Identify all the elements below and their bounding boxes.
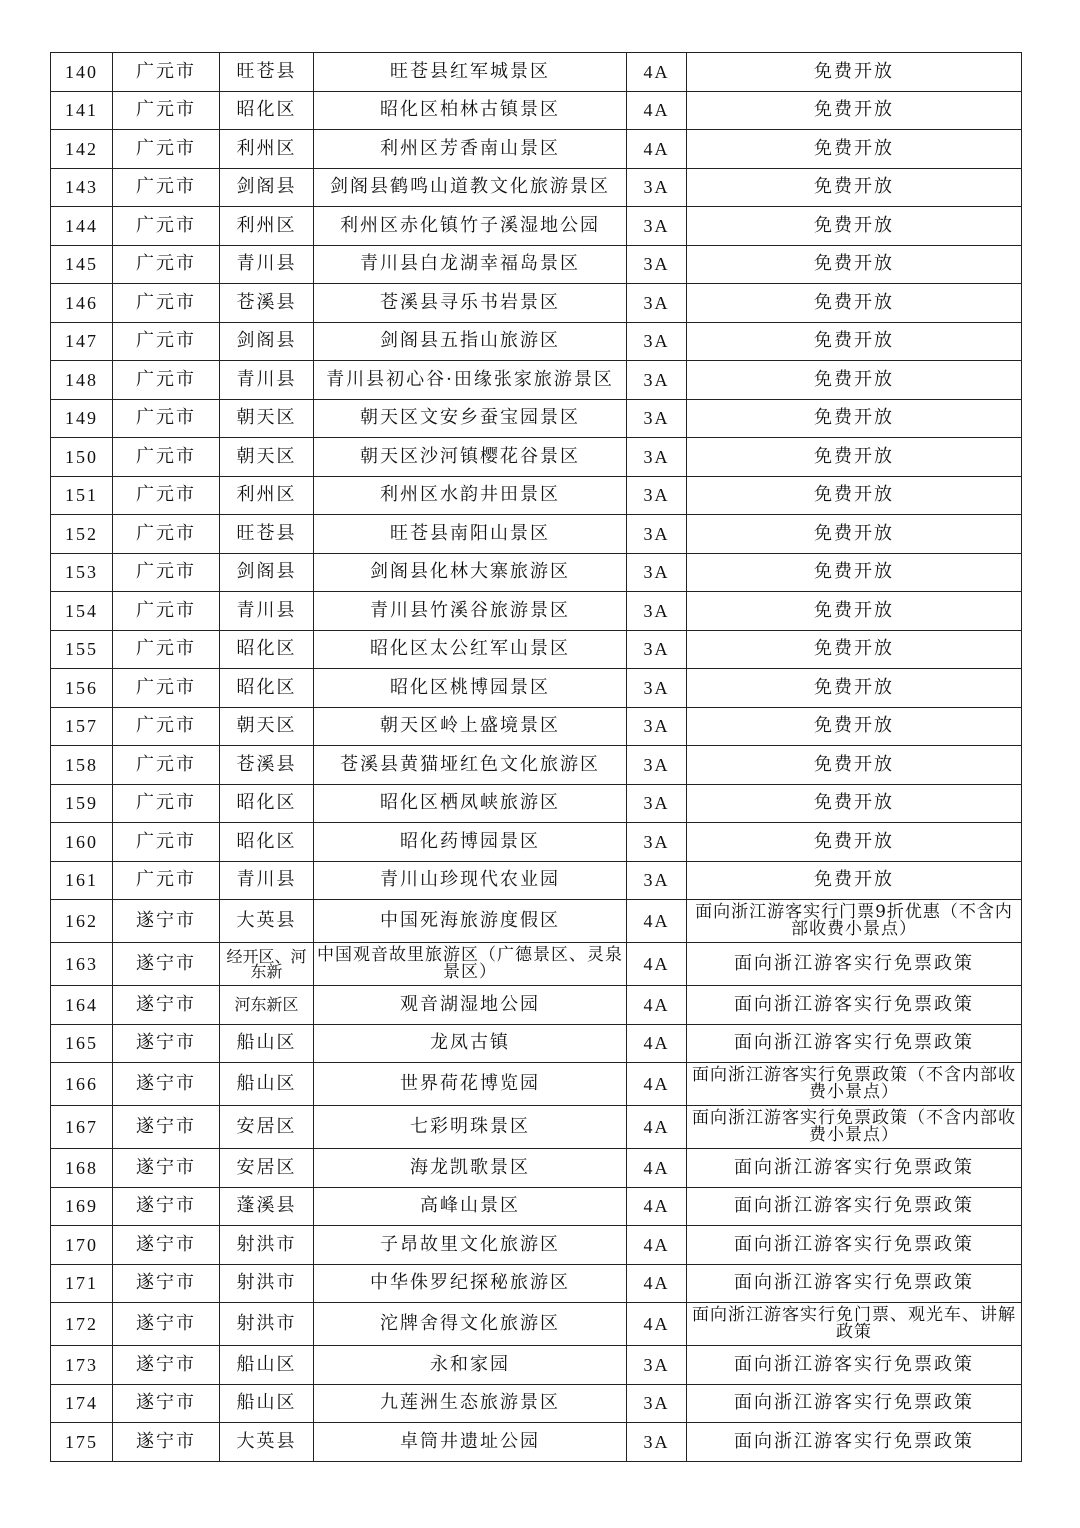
level-cell: 4A <box>627 1149 687 1188</box>
scenic-name-cell: 旺苍县南阳山景区 <box>314 515 627 554</box>
level-cell: 3A <box>627 207 687 246</box>
row-number: 172 <box>51 1303 113 1346</box>
policy-cell: 免费开放 <box>687 553 1022 592</box>
policy-cell: 免费开放 <box>687 53 1022 92</box>
level-cell: 4A <box>627 1187 687 1226</box>
district-cell: 利州区 <box>220 207 314 246</box>
district-cell: 射洪市 <box>220 1264 314 1303</box>
level-cell: 3A <box>627 438 687 477</box>
policy-cell: 面向浙江游客实行免票政策 <box>687 986 1022 1025</box>
policy-cell: 免费开放 <box>687 438 1022 477</box>
scenic-name-cell: 剑阁县五指山旅游区 <box>314 322 627 361</box>
district-cell: 昭化区 <box>220 630 314 669</box>
row-number: 147 <box>51 322 113 361</box>
row-number: 140 <box>51 53 113 92</box>
district-cell: 青川县 <box>220 245 314 284</box>
policy-cell: 免费开放 <box>687 707 1022 746</box>
scenic-name-cell: 朝天区岭上盛境景区 <box>314 707 627 746</box>
row-number: 142 <box>51 130 113 169</box>
city-cell: 遂宁市 <box>113 1106 220 1149</box>
district-cell: 河东新区 <box>220 986 314 1025</box>
scenic-name-cell: 剑阁县鹤鸣山道教文化旅游景区 <box>314 168 627 207</box>
district-cell: 剑阁县 <box>220 322 314 361</box>
table-row <box>51 1149 1022 1188</box>
row-number: 146 <box>51 284 113 323</box>
district-cell: 朝天区 <box>220 707 314 746</box>
table-row <box>51 399 1022 438</box>
district-cell: 射洪市 <box>220 1303 314 1346</box>
district-cell: 剑阁县 <box>220 168 314 207</box>
table-row <box>51 1106 1022 1149</box>
table-row <box>51 53 1022 92</box>
level-cell: 3A <box>627 784 687 823</box>
level-cell: 3A <box>627 823 687 862</box>
city-cell: 广元市 <box>113 284 220 323</box>
policy-cell: 免费开放 <box>687 630 1022 669</box>
policy-cell: 免费开放 <box>687 130 1022 169</box>
level-cell: 3A <box>627 1346 687 1385</box>
scenic-spot-table <box>50 52 1022 1462</box>
district-cell: 朝天区 <box>220 438 314 477</box>
level-cell: 3A <box>627 669 687 708</box>
policy-cell: 面向浙江游客实行免票政策 <box>687 1226 1022 1265</box>
level-cell: 4A <box>627 900 687 943</box>
city-cell: 广元市 <box>113 746 220 785</box>
policy-cell: 免费开放 <box>687 784 1022 823</box>
policy-cell: 免费开放 <box>687 823 1022 862</box>
table-row <box>51 1384 1022 1423</box>
table-row <box>51 669 1022 708</box>
district-cell: 苍溪县 <box>220 284 314 323</box>
row-number: 167 <box>51 1106 113 1149</box>
city-cell: 广元市 <box>113 130 220 169</box>
district-cell: 蓬溪县 <box>220 1187 314 1226</box>
policy-cell: 面向浙江游客实行免票政策 <box>687 1024 1022 1063</box>
row-number: 143 <box>51 168 113 207</box>
city-cell: 广元市 <box>113 322 220 361</box>
scenic-name-cell: 朝天区文安乡蚕宝园景区 <box>314 399 627 438</box>
city-cell: 广元市 <box>113 361 220 400</box>
scenic-name-cell: 永和家园 <box>314 1346 627 1385</box>
scenic-name-cell: 利州区水韵井田景区 <box>314 476 627 515</box>
row-number: 157 <box>51 707 113 746</box>
level-cell: 4A <box>627 1264 687 1303</box>
district-cell: 旺苍县 <box>220 515 314 554</box>
row-number: 156 <box>51 669 113 708</box>
scenic-name-cell: 九莲洲生态旅游景区 <box>314 1384 627 1423</box>
city-cell: 广元市 <box>113 669 220 708</box>
table-body <box>51 53 1022 1462</box>
policy-cell: 面向浙江游客实行免票政策 <box>687 1264 1022 1303</box>
row-number: 154 <box>51 592 113 631</box>
table-row <box>51 592 1022 631</box>
table-row <box>51 207 1022 246</box>
policy-cell: 面向浙江游客实行免票政策（不含内部收费小景点） <box>687 1106 1022 1149</box>
district-cell: 船山区 <box>220 1063 314 1106</box>
policy-cell: 面向浙江游客实行免票政策 <box>687 943 1022 986</box>
table-row <box>51 91 1022 130</box>
district-cell: 大英县 <box>220 1423 314 1462</box>
district-cell: 青川县 <box>220 361 314 400</box>
city-cell: 广元市 <box>113 592 220 631</box>
scenic-name-cell: 旺苍县红军城景区 <box>314 53 627 92</box>
city-cell: 广元市 <box>113 553 220 592</box>
row-number: 174 <box>51 1384 113 1423</box>
district-cell: 大英县 <box>220 900 314 943</box>
scenic-name-cell: 中华侏罗纪探秘旅游区 <box>314 1264 627 1303</box>
row-number: 164 <box>51 986 113 1025</box>
table-row <box>51 1423 1022 1462</box>
scenic-name-cell: 昭化区栖凤峡旅游区 <box>314 784 627 823</box>
policy-cell: 面向浙江游客实行免票政策 <box>687 1187 1022 1226</box>
city-cell: 遂宁市 <box>113 1346 220 1385</box>
city-cell: 遂宁市 <box>113 1187 220 1226</box>
policy-cell: 免费开放 <box>687 399 1022 438</box>
level-cell: 3A <box>627 399 687 438</box>
district-cell: 利州区 <box>220 476 314 515</box>
city-cell: 广元市 <box>113 784 220 823</box>
policy-cell: 面向浙江游客实行免票政策 <box>687 1149 1022 1188</box>
table-row <box>51 284 1022 323</box>
city-cell: 遂宁市 <box>113 1063 220 1106</box>
district-cell: 青川县 <box>220 592 314 631</box>
city-cell: 广元市 <box>113 861 220 900</box>
scenic-name-cell: 利州区赤化镇竹子溪湿地公园 <box>314 207 627 246</box>
district-cell: 苍溪县 <box>220 746 314 785</box>
row-number: 148 <box>51 361 113 400</box>
policy-cell: 面向浙江游客实行门票9折优惠（不含内部收费小景点） <box>687 900 1022 943</box>
scenic-name-cell: 昭化药博园景区 <box>314 823 627 862</box>
policy-cell: 面向浙江游客实行免票政策 <box>687 1423 1022 1462</box>
city-cell: 广元市 <box>113 438 220 477</box>
district-cell: 昭化区 <box>220 669 314 708</box>
scenic-name-cell: 青川县白龙湖幸福岛景区 <box>314 245 627 284</box>
city-cell: 广元市 <box>113 53 220 92</box>
district-cell: 朝天区 <box>220 399 314 438</box>
table-row <box>51 707 1022 746</box>
row-number: 171 <box>51 1264 113 1303</box>
level-cell: 3A <box>627 245 687 284</box>
policy-cell: 免费开放 <box>687 361 1022 400</box>
city-cell: 广元市 <box>113 823 220 862</box>
table-row <box>51 784 1022 823</box>
district-cell: 剑阁县 <box>220 553 314 592</box>
level-cell: 4A <box>627 1303 687 1346</box>
scenic-name-cell: 海龙凯歌景区 <box>314 1149 627 1188</box>
level-cell: 3A <box>627 515 687 554</box>
row-number: 175 <box>51 1423 113 1462</box>
district-cell: 船山区 <box>220 1346 314 1385</box>
city-cell: 遂宁市 <box>113 1384 220 1423</box>
scenic-name-cell: 昭化区柏林古镇景区 <box>314 91 627 130</box>
level-cell: 4A <box>627 1106 687 1149</box>
city-cell: 遂宁市 <box>113 943 220 986</box>
level-cell: 3A <box>627 168 687 207</box>
row-number: 173 <box>51 1346 113 1385</box>
scenic-name-cell: 子昂故里文化旅游区 <box>314 1226 627 1265</box>
scenic-name-cell: 昭化区太公红军山景区 <box>314 630 627 669</box>
row-number: 158 <box>51 746 113 785</box>
table-row <box>51 130 1022 169</box>
policy-cell: 免费开放 <box>687 284 1022 323</box>
level-cell: 4A <box>627 986 687 1025</box>
scenic-name-cell: 中国死海旅游度假区 <box>314 900 627 943</box>
table-row <box>51 438 1022 477</box>
level-cell: 3A <box>627 707 687 746</box>
policy-cell: 免费开放 <box>687 91 1022 130</box>
policy-cell: 面向浙江游客实行免门票、观光车、讲解政策 <box>687 1303 1022 1346</box>
policy-cell: 免费开放 <box>687 515 1022 554</box>
level-cell: 3A <box>627 592 687 631</box>
city-cell: 广元市 <box>113 707 220 746</box>
city-cell: 遂宁市 <box>113 986 220 1025</box>
scenic-name-cell: 苍溪县寻乐书岩景区 <box>314 284 627 323</box>
table-row <box>51 245 1022 284</box>
level-cell: 4A <box>627 1226 687 1265</box>
policy-cell: 免费开放 <box>687 669 1022 708</box>
policy-cell: 免费开放 <box>687 746 1022 785</box>
level-cell: 4A <box>627 53 687 92</box>
row-number: 141 <box>51 91 113 130</box>
city-cell: 遂宁市 <box>113 1303 220 1346</box>
city-cell: 广元市 <box>113 245 220 284</box>
district-cell: 射洪市 <box>220 1226 314 1265</box>
district-cell: 昭化区 <box>220 91 314 130</box>
level-cell: 4A <box>627 943 687 986</box>
district-cell: 旺苍县 <box>220 53 314 92</box>
row-number: 165 <box>51 1024 113 1063</box>
policy-cell: 免费开放 <box>687 476 1022 515</box>
row-number: 170 <box>51 1226 113 1265</box>
scenic-name-cell: 七彩明珠景区 <box>314 1106 627 1149</box>
city-cell: 广元市 <box>113 515 220 554</box>
row-number: 155 <box>51 630 113 669</box>
policy-cell: 免费开放 <box>687 207 1022 246</box>
policy-cell: 面向浙江游客实行免票政策 <box>687 1346 1022 1385</box>
district-cell: 船山区 <box>220 1384 314 1423</box>
district-cell: 经开区、河东新 <box>220 943 314 986</box>
city-cell: 遂宁市 <box>113 1423 220 1462</box>
table-row <box>51 1024 1022 1063</box>
policy-cell: 面向浙江游客实行免票政策 <box>687 1384 1022 1423</box>
table-row <box>51 553 1022 592</box>
table-row <box>51 515 1022 554</box>
city-cell: 广元市 <box>113 91 220 130</box>
district-cell: 昭化区 <box>220 784 314 823</box>
city-cell: 广元市 <box>113 630 220 669</box>
table-row <box>51 861 1022 900</box>
level-cell: 4A <box>627 1063 687 1106</box>
district-cell: 安居区 <box>220 1106 314 1149</box>
level-cell: 3A <box>627 322 687 361</box>
table-row <box>51 168 1022 207</box>
scenic-name-cell: 卓筒井遗址公园 <box>314 1423 627 1462</box>
level-cell: 3A <box>627 476 687 515</box>
city-cell: 广元市 <box>113 399 220 438</box>
table-row <box>51 746 1022 785</box>
row-number: 153 <box>51 553 113 592</box>
scenic-name-cell: 龙凤古镇 <box>314 1024 627 1063</box>
row-number: 161 <box>51 861 113 900</box>
policy-cell: 免费开放 <box>687 322 1022 361</box>
city-cell: 遂宁市 <box>113 1149 220 1188</box>
policy-cell: 免费开放 <box>687 245 1022 284</box>
row-number: 162 <box>51 900 113 943</box>
district-cell: 船山区 <box>220 1024 314 1063</box>
table-row <box>51 1063 1022 1106</box>
table-row <box>51 1226 1022 1265</box>
district-cell: 昭化区 <box>220 823 314 862</box>
scenic-name-cell: 利州区芳香南山景区 <box>314 130 627 169</box>
city-cell: 广元市 <box>113 168 220 207</box>
table-row <box>51 361 1022 400</box>
city-cell: 广元市 <box>113 476 220 515</box>
table-row <box>51 322 1022 361</box>
level-cell: 3A <box>627 1384 687 1423</box>
row-number: 160 <box>51 823 113 862</box>
district-cell: 利州区 <box>220 130 314 169</box>
scenic-name-cell: 朝天区沙河镇樱花谷景区 <box>314 438 627 477</box>
policy-cell: 免费开放 <box>687 861 1022 900</box>
city-cell: 广元市 <box>113 207 220 246</box>
table-row <box>51 1346 1022 1385</box>
row-number: 168 <box>51 1149 113 1188</box>
scenic-name-cell: 沱牌舍得文化旅游区 <box>314 1303 627 1346</box>
district-cell: 安居区 <box>220 1149 314 1188</box>
table-row <box>51 900 1022 943</box>
city-cell: 遂宁市 <box>113 1264 220 1303</box>
scenic-name-cell: 中国观音故里旅游区（广德景区、灵泉景区） <box>314 943 627 986</box>
scenic-name-cell: 青川县初心谷·田缘张家旅游景区 <box>314 361 627 400</box>
level-cell: 4A <box>627 130 687 169</box>
row-number: 144 <box>51 207 113 246</box>
level-cell: 3A <box>627 861 687 900</box>
table-row <box>51 986 1022 1025</box>
scenic-name-cell: 昭化区桃博园景区 <box>314 669 627 708</box>
city-cell: 遂宁市 <box>113 1024 220 1063</box>
row-number: 169 <box>51 1187 113 1226</box>
scenic-name-cell: 世界荷花博览园 <box>314 1063 627 1106</box>
level-cell: 3A <box>627 630 687 669</box>
city-cell: 遂宁市 <box>113 900 220 943</box>
level-cell: 3A <box>627 553 687 592</box>
policy-cell: 免费开放 <box>687 592 1022 631</box>
district-cell: 青川县 <box>220 861 314 900</box>
table-row <box>51 823 1022 862</box>
row-number: 145 <box>51 245 113 284</box>
policy-cell: 面向浙江游客实行免票政策（不含内部收费小景点） <box>687 1063 1022 1106</box>
scenic-name-cell: 剑阁县化林大寨旅游区 <box>314 553 627 592</box>
row-number: 150 <box>51 438 113 477</box>
level-cell: 4A <box>627 91 687 130</box>
city-cell: 遂宁市 <box>113 1226 220 1265</box>
table-row <box>51 1187 1022 1226</box>
row-number: 149 <box>51 399 113 438</box>
level-cell: 4A <box>627 1024 687 1063</box>
table-row <box>51 630 1022 669</box>
table-row <box>51 1303 1022 1346</box>
level-cell: 3A <box>627 746 687 785</box>
level-cell: 3A <box>627 361 687 400</box>
table-row <box>51 943 1022 986</box>
scenic-name-cell: 观音湖湿地公园 <box>314 986 627 1025</box>
scenic-name-cell: 高峰山景区 <box>314 1187 627 1226</box>
level-cell: 3A <box>627 284 687 323</box>
level-cell: 3A <box>627 1423 687 1462</box>
row-number: 163 <box>51 943 113 986</box>
row-number: 152 <box>51 515 113 554</box>
row-number: 166 <box>51 1063 113 1106</box>
table-row <box>51 1264 1022 1303</box>
policy-cell: 免费开放 <box>687 168 1022 207</box>
row-number: 159 <box>51 784 113 823</box>
table-row <box>51 476 1022 515</box>
scenic-name-cell: 青川山珍现代农业园 <box>314 861 627 900</box>
scenic-name-cell: 青川县竹溪谷旅游景区 <box>314 592 627 631</box>
scenic-name-cell: 苍溪县黄猫垭红色文化旅游区 <box>314 746 627 785</box>
row-number: 151 <box>51 476 113 515</box>
